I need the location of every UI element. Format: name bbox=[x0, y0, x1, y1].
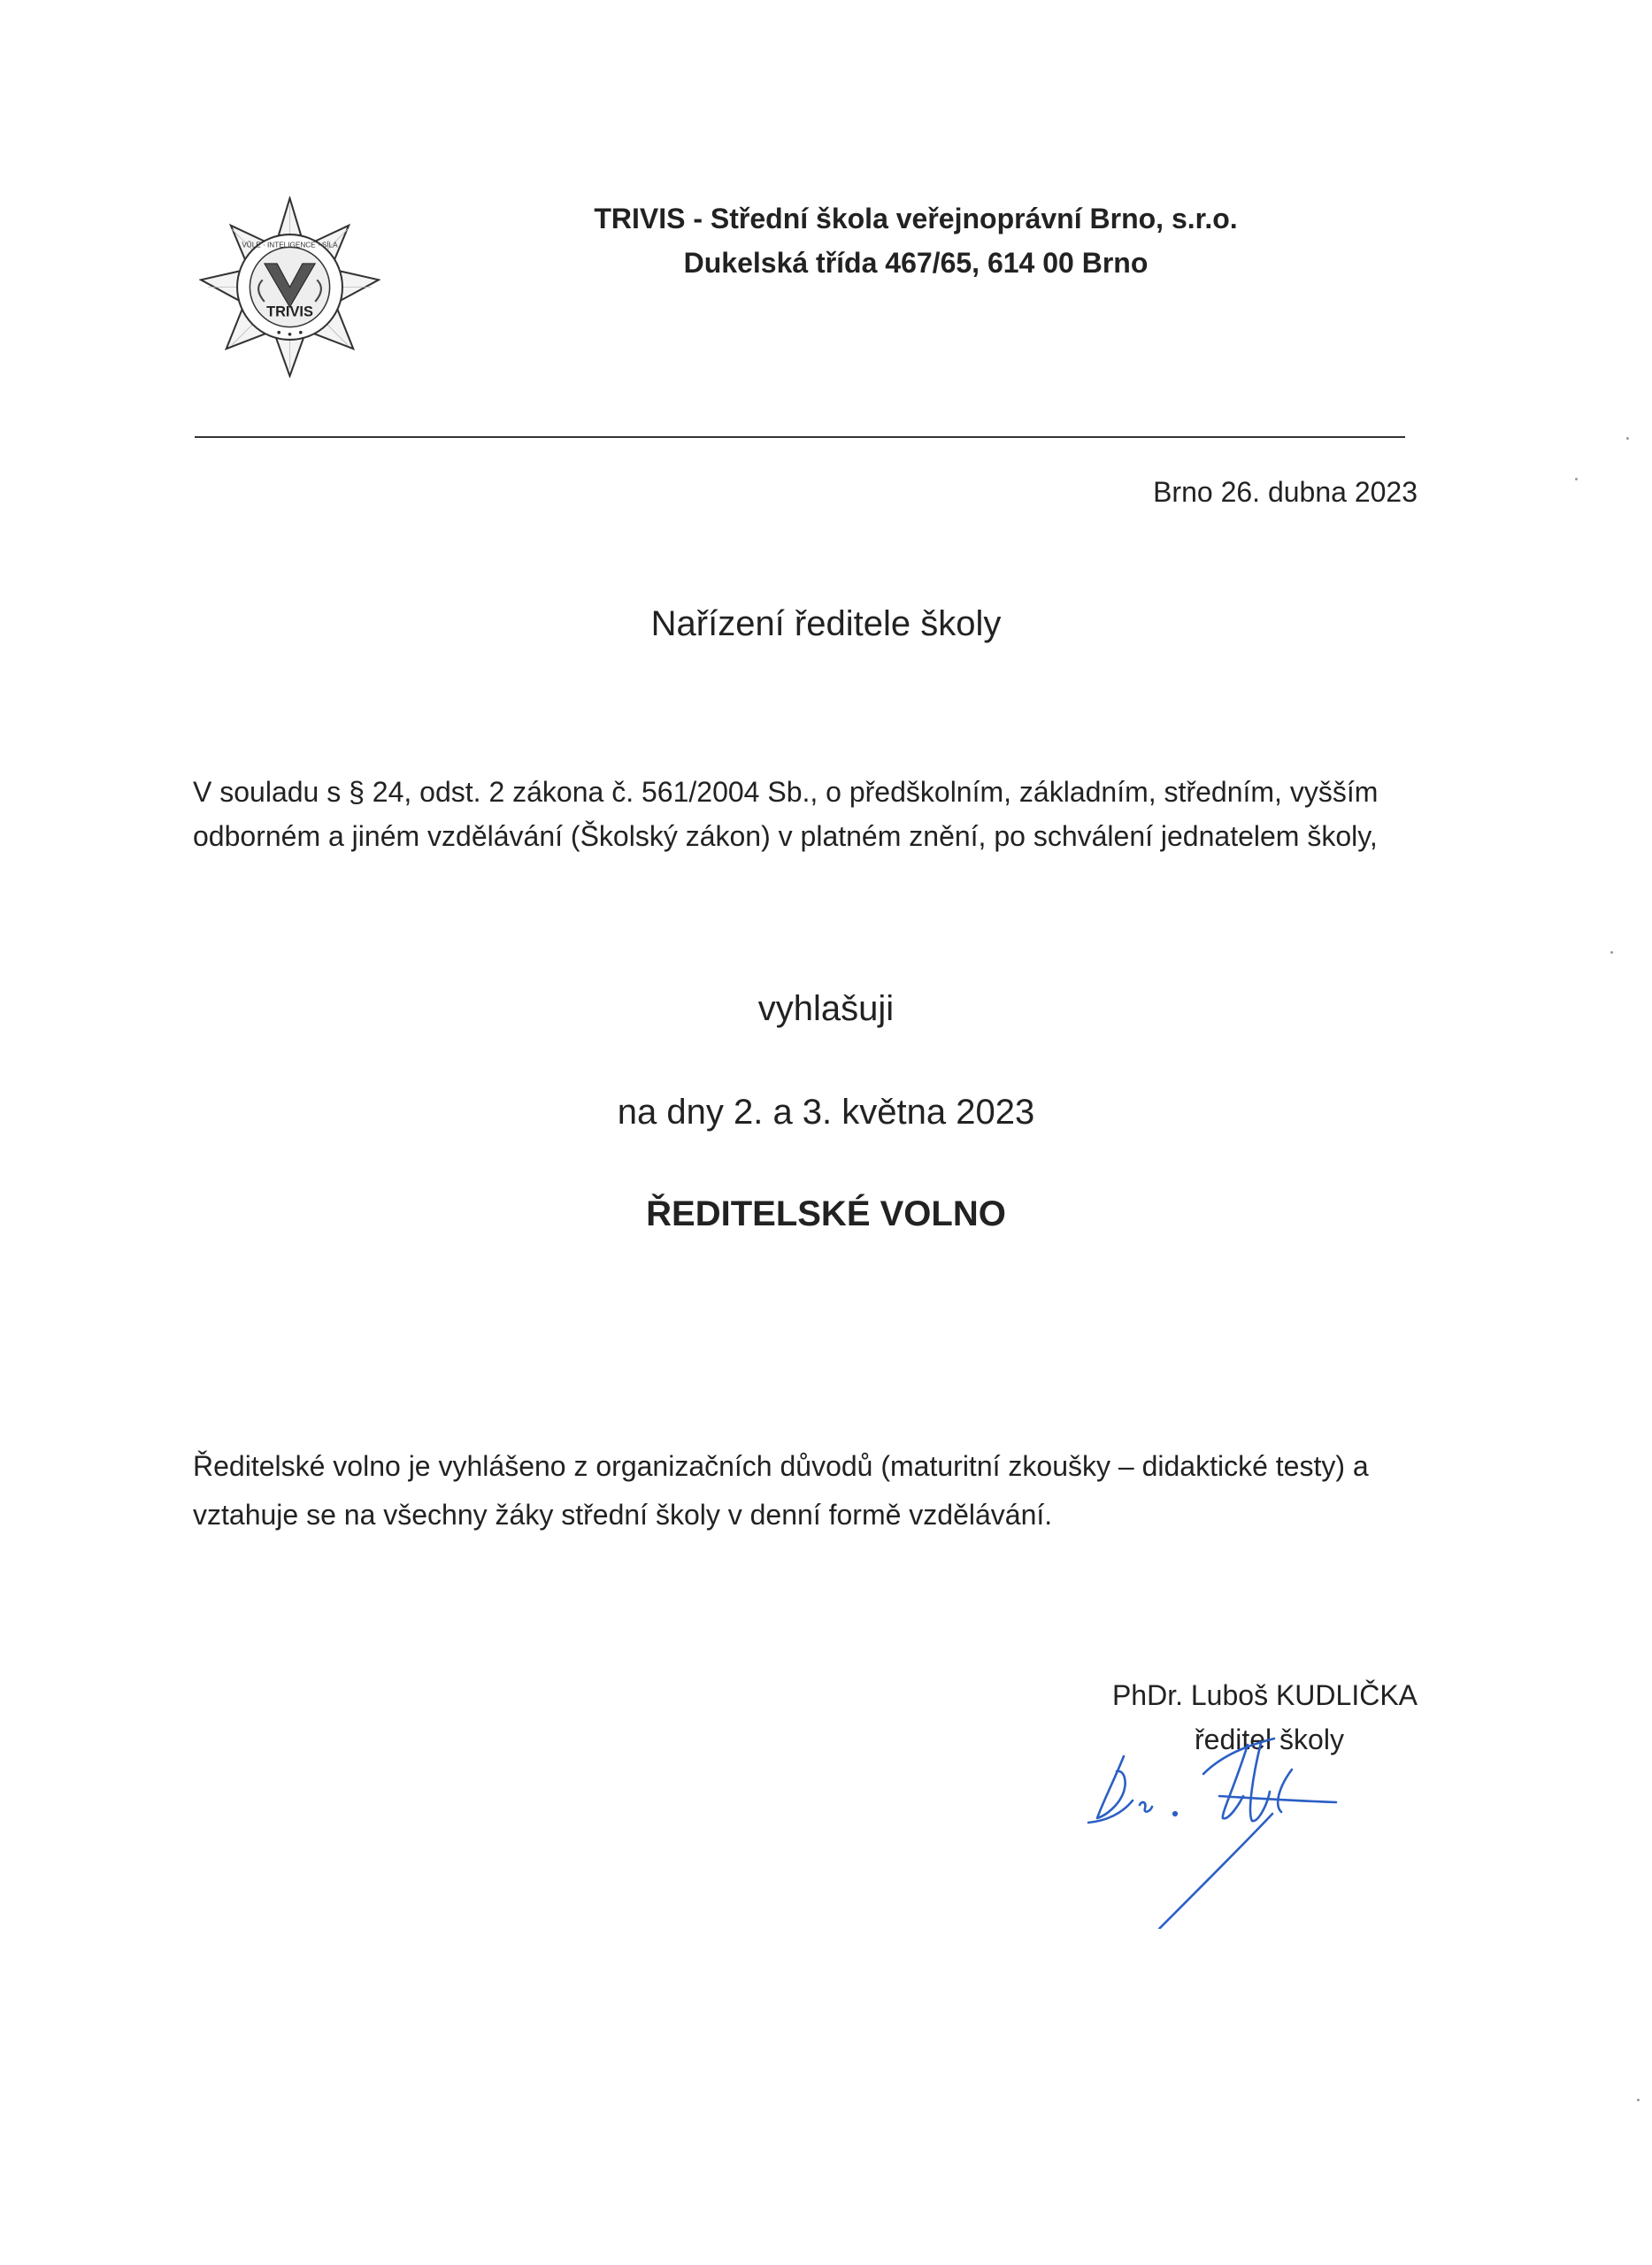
body-paragraph: Ředitelské volno je vyhlášeno z organizačních důvodů (maturitní zkoušky – didaktické testy) a vztahuje se na všechny žáky střední školy v denní formě vzdělávání. bbox=[193, 1450, 1369, 1531]
scan-speck bbox=[1626, 437, 1629, 440]
scan-speck bbox=[1637, 2099, 1640, 2101]
handwritten-signature bbox=[1071, 1716, 1372, 1929]
intro-paragraph: V souladu s § 24, odst. 2 zákona č. 561/2004 Sb., o předškolním, základním, středním, vyšším odborném a jiném vzdělávání (Školský zákon) v platném znění, po schválení jednatelem školy, bbox=[193, 776, 1379, 852]
signatory-name: PhDr. Luboš KUDLIČKA bbox=[1111, 1679, 1418, 1711]
document-title: Nařízení ředitele školy bbox=[650, 604, 1002, 643]
headline: ŘEDITELSKÉ VOLNO bbox=[646, 1194, 1006, 1233]
letterhead-divider bbox=[195, 436, 1405, 438]
school-logo-star-icon bbox=[199, 196, 380, 378]
signatory-role: ředitel školy bbox=[1195, 1724, 1344, 1755]
letterhead bbox=[496, 196, 1336, 285]
declaration-word: vyhlašuji bbox=[757, 989, 895, 1028]
holiday-dates: na dny 2. a 3. května 2023 bbox=[617, 1093, 1035, 1132]
document-date: Brno 26. dubna 2023 bbox=[1153, 476, 1418, 508]
svg-text:TRIVIS: TRIVIS bbox=[266, 303, 313, 320]
svg-text:VŮLE · INTELIGENCE · SÍLA: VŮLE · INTELIGENCE · SÍLA bbox=[242, 241, 338, 250]
school-address: Dukelská třída 467/65, 614 00 Brno bbox=[683, 247, 1149, 279]
scan-speck bbox=[1575, 478, 1578, 480]
scan-speck bbox=[1610, 951, 1613, 954]
school-name: TRIVIS - Střední škola veřejnoprávní Brno, s.r.o. bbox=[594, 203, 1238, 234]
